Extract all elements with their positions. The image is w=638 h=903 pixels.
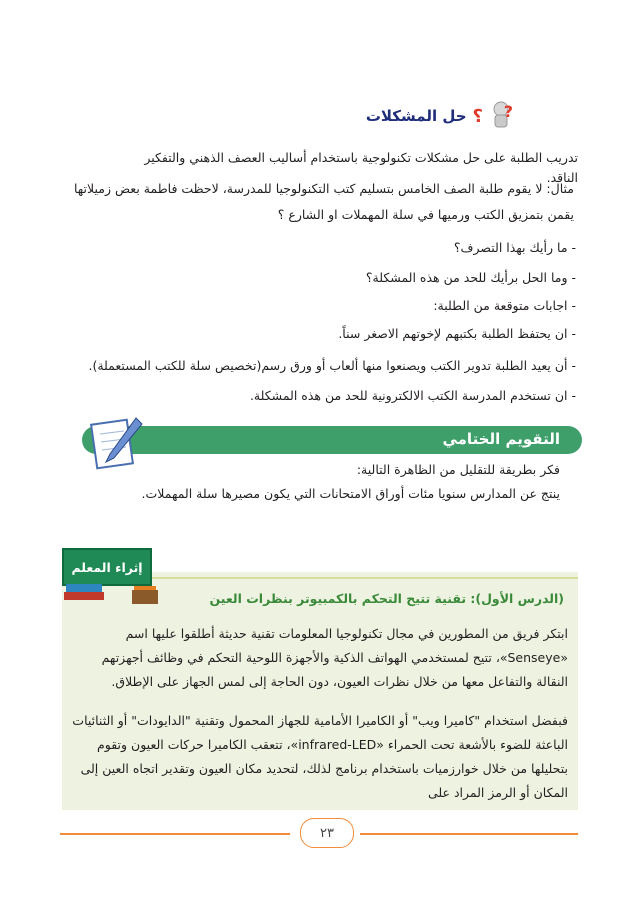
notebook-pencil-icon xyxy=(86,414,146,470)
evaluation-bar xyxy=(82,426,582,454)
problem-item-5: - أن يعيد الطلبة تدوير الكتب ويصنعوا منها ألعاب أو ورق رسم(تخصيص سلة للكتب المستعملة). xyxy=(88,358,576,373)
problems-intro: تدريب الطلبة على حل مشكلات تكنولوجية باستخدام أساليب العصف الذهني والتفكير الناقد. xyxy=(144,150,578,185)
thinking-figure-icon xyxy=(489,99,523,133)
svg-text:?: ? xyxy=(503,102,513,121)
question-mark: ؟ xyxy=(472,105,483,127)
evaluation-statement: ينتج عن المدارس سنويا مئات أوراق الامتحانات التي يكون مصيرها سلة المهملات. xyxy=(141,486,560,501)
enrichment-paragraph-2: فبفضل استخدام "كاميرا ويب" أو الكاميرا الأمامية للجهاز المحمول وتقنية "الدايودات" أو الثنائيات الباعثة للضوء بالأشعة تحت الحمراء «infrared-LED»، تتعقب الكاميرا حركات العيون وتقوم بتحليلها من خلال خوارزميات باستخدام برنامج لذلك، لتحديد مكان العيون وتقدير اتجاه العين إلى المكان أو الرمز المراد على xyxy=(72,713,568,800)
problem-item-4: - ان يحتفظ الطلبة بكتبهم لإخوتهم الاصغر سناً. xyxy=(338,326,576,341)
books-icon xyxy=(62,572,162,606)
problem-item-3: - اجابات متوقعة من الطلبة: xyxy=(433,298,576,313)
lesson-title: (الدرس الأول): تقنية تتيح التحكم بالكمبيوتر بنظرات العين xyxy=(209,591,564,606)
problem-item-1: - ما رأيك بهذا التصرف؟ xyxy=(453,240,576,255)
problem-item-6: - ان تستخدم المدرسة الكتب الالكترونية للحد من هذه المشكلة. xyxy=(249,388,576,403)
enrichment-tab: إثراء المعلم xyxy=(62,548,152,586)
enrichment-paragraph-1: ابتكر فريق من المطورين في مجال تكنولوجيا المعلومات تقنية حديثة أطلقوا عليها اسم «Senseye»، تتيح لمستخدمي الهواتف الذكية والأجهزة اللوحية التحكم في وظائف أجهزتهم النقالة والتفاعل معها من خلال نظرات العيون، دون الحاجة إلى لمس الجهاز على الإطلاق. xyxy=(101,626,568,689)
page-number: ٢٣ xyxy=(300,818,354,848)
footer-line-left xyxy=(60,833,290,835)
problems-title: حل المشكلات xyxy=(365,107,467,125)
problem-item-2: - وما الحل برأيك للحد من هذه المشكلة؟ xyxy=(365,270,576,285)
footer-line-right xyxy=(360,833,578,835)
evaluation-question: فكر بطريقة للتقليل من الظاهرة التالية: xyxy=(356,462,560,477)
problems-header xyxy=(366,96,523,136)
evaluation-title: التقويم الختامي xyxy=(442,430,560,448)
problems-example: مثال: لا يقوم طلبة الصف الخامس بتسليم كتب التكنولوجيا للمدرسة، لاحظت فاطمة بعض زميلاتها يقمن بتمزيق الكتب ورميها في سلة المهملات او الشارع ؟ xyxy=(73,181,574,222)
